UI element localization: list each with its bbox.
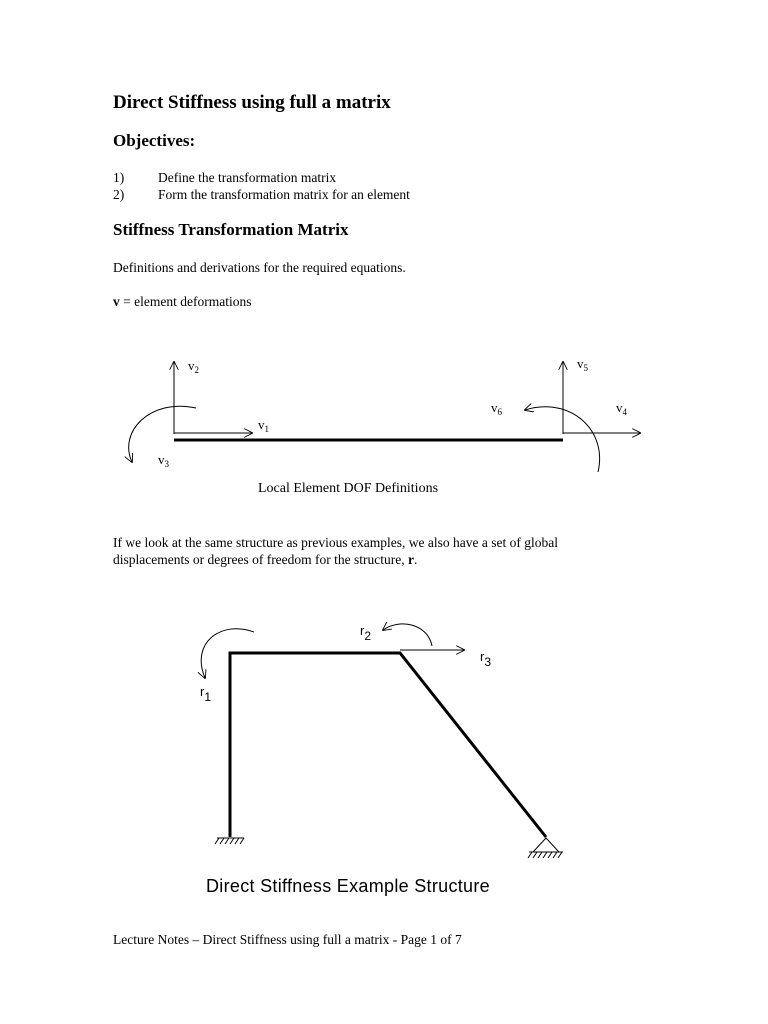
r2-rotation-arrow <box>383 624 432 646</box>
frame-members <box>230 653 546 837</box>
v3-label: $v_3$ <box>158 452 169 469</box>
v1-label: $v_1$ <box>258 417 269 434</box>
paragraph-line-1: If we look at the same structure as previous examples, we also have a set of global <box>113 535 558 550</box>
v2-label: $v_2$ <box>188 358 199 375</box>
local-dof-figure <box>0 340 768 490</box>
r1-label: r1 <box>200 684 212 704</box>
section-intro: Definitions and derivations for the required equations. <box>113 260 406 275</box>
example-structure-figure <box>0 610 768 860</box>
objectives-list <box>113 169 410 203</box>
v-definition-text: = element deformations <box>119 294 252 309</box>
v6-label: $v_6$ <box>491 400 502 417</box>
r3-label: r3 <box>480 649 492 669</box>
r-symbol: r <box>408 552 415 567</box>
v-symbol: v <box>113 294 120 309</box>
list-item-text: Define the transformation matrix <box>158 170 337 185</box>
v4-label: $v_4$ <box>616 400 627 417</box>
page-title: Direct Stiffness using full a matrix <box>113 92 391 113</box>
section-heading: Stiffness Transformation Matrix <box>113 220 349 239</box>
list-item-number: 1) <box>113 170 125 185</box>
objectives-heading: Objectives: <box>113 131 196 150</box>
r2-label: r2 <box>360 623 372 643</box>
fixed-support-icon <box>215 838 244 844</box>
v-definition <box>113 293 251 310</box>
v5-label: $v_5$ <box>577 356 588 373</box>
list-item <box>113 186 410 203</box>
list-item-text: Form the transformation matrix for an element <box>158 187 410 202</box>
page-footer: Lecture Notes – Direct Stiffness using full a matrix - Page 1 of 7 <box>113 932 462 947</box>
figure1-caption: Local Element DOF Definitions <box>258 481 439 496</box>
paragraph-line-2: displacements or degrees of freedom for the structure, r. <box>113 552 418 567</box>
list-item <box>113 169 410 186</box>
figure2-caption: Direct Stiffness Example Structure <box>206 876 490 896</box>
pin-support-icon <box>528 838 563 858</box>
list-item-number: 2) <box>113 187 125 202</box>
